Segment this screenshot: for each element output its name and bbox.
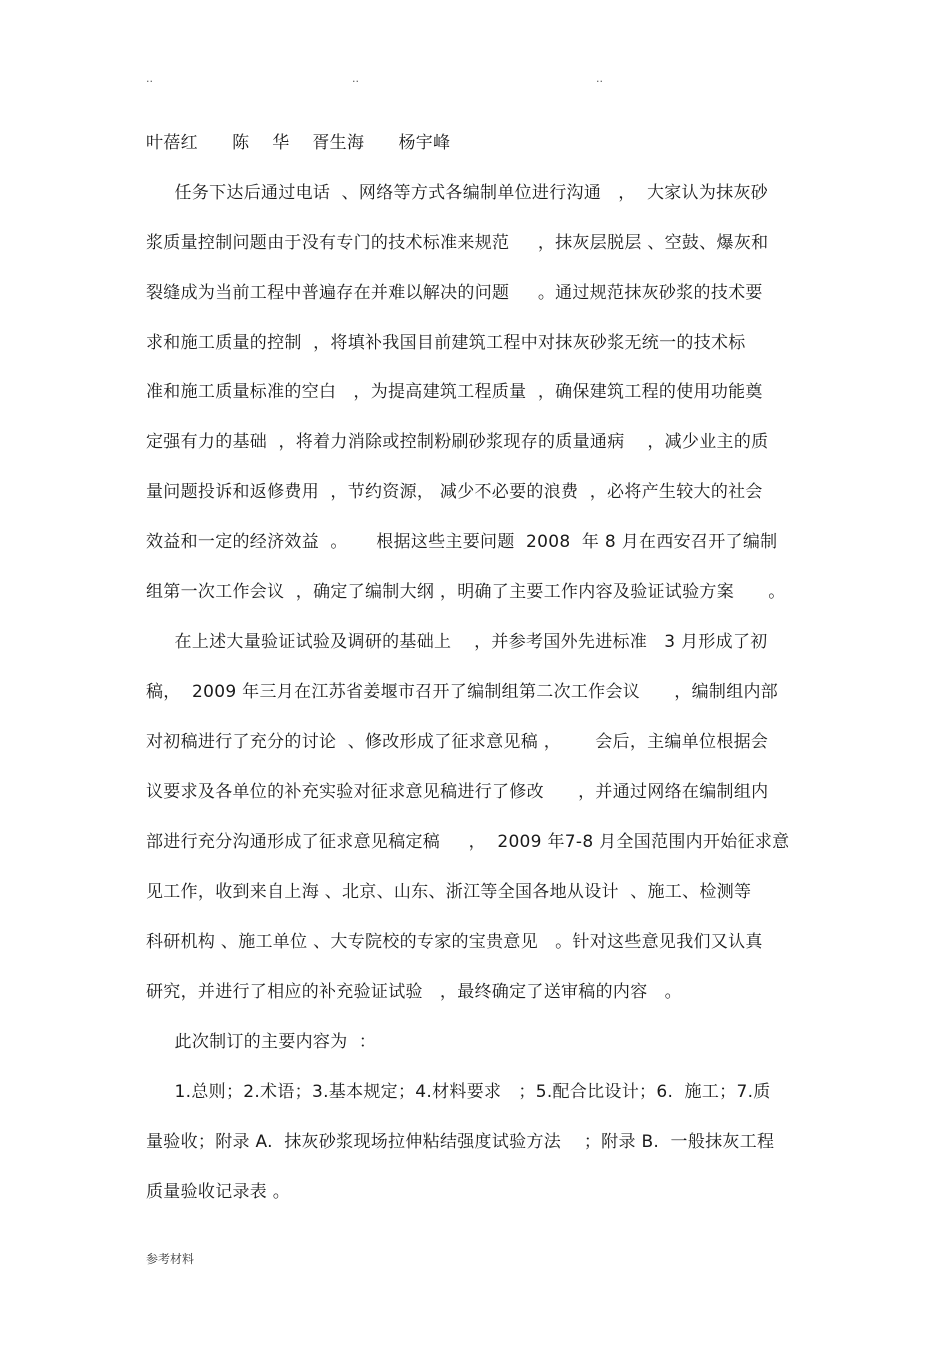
text-line: 准和施工质量标准的空白 ，为提高建筑工程质量 ，确保建筑工程的使用功能奠: [146, 382, 763, 402]
text-line: 求和施工质量的控制 ，将填补我国目前建筑工程中对抹灰砂浆无统一的技术标: [146, 333, 746, 353]
text-line: 效益和一定的经济效益 。 根据这些主要问题 2008 年 8 月在西安召开了编制: [146, 532, 778, 552]
text-line: 定强有力的基础 ，将着力消除或控制粉刷砂浆现存的质量通病 ，减少业主的质: [146, 432, 769, 452]
header-dot-marker: ..: [352, 72, 359, 85]
text-line: 量问题投诉和返修费用 ，节约资源， 减少不必要的浪费 ，必将产生较大的社会: [146, 482, 763, 502]
text-line: 见工作，收到来自上海 、北京、山东、浙江等全国各地从设计 、施工、检测等: [146, 882, 752, 902]
text-line: 1.总则；2.术语；3.基本规定；4.材料要求 ；5.配合比设计；6. 施工；7.质: [146, 1082, 771, 1102]
text-line: 议要求及各单位的补充实验对征求意见稿进行了修改 ，并通过网络在编制组内: [146, 782, 769, 802]
header-dot-marker: ..: [596, 72, 603, 85]
text-line: 浆质量控制问题由于没有专门的技术标准来规范 ，抹灰层脱层 、空鼓、爆灰和: [146, 233, 769, 253]
text-line: 科研机构 、施工单位 、大专院校的专家的宝贵意见 。针对这些意见我们又认真: [146, 932, 763, 952]
text-line: 质量验收记录表 。: [146, 1182, 291, 1202]
text-line: 组第一次工作会议 ，确定了编制大纲 ，明确了主要工作内容及验证试验方案 。: [146, 582, 786, 602]
header-dot-marker: ..: [146, 72, 153, 85]
authors-line: 叶蓓红 陈 华 胥生海 杨宇峰: [146, 133, 451, 153]
text-line: 任务下达后通过电话 、网络等方式各编制单位进行沟通 ， 大家认为抹灰砂: [146, 183, 769, 203]
text-line: 部进行充分沟通形成了征求意见稿定稿 ， 2009 年7-8 月全国范围内开始征求意: [146, 832, 790, 852]
text-line: 稿， 2009 年三月在江苏省姜堰市召开了编制组第二次工作会议 ，编制组内部: [146, 682, 779, 702]
text-line: 在上述大量验证试验及调研的基础上 ，并参考国外先进标准 3 月形成了初: [146, 632, 768, 652]
text-line: 对初稿进行了充分的讨论 、修改形成了征求意见稿 ， 会后，主编单位根据会: [146, 732, 769, 752]
page-footer: 参考材料: [146, 1252, 195, 1266]
text-line: 量验收；附录 A. 抹灰砂浆现场拉伸粘结强度试验方法 ；附录 B. 一般抹灰工程: [146, 1132, 775, 1152]
text-line: 此次制订的主要内容为 ：: [146, 1032, 377, 1052]
text-line: 研究，并进行了相应的补充验证试验 ，最终确定了送审稿的内容 。: [146, 982, 682, 1002]
text-line: 裂缝成为当前工程中普遍存在并难以解决的问题 。通过规范抹灰砂浆的技术要: [146, 283, 763, 303]
